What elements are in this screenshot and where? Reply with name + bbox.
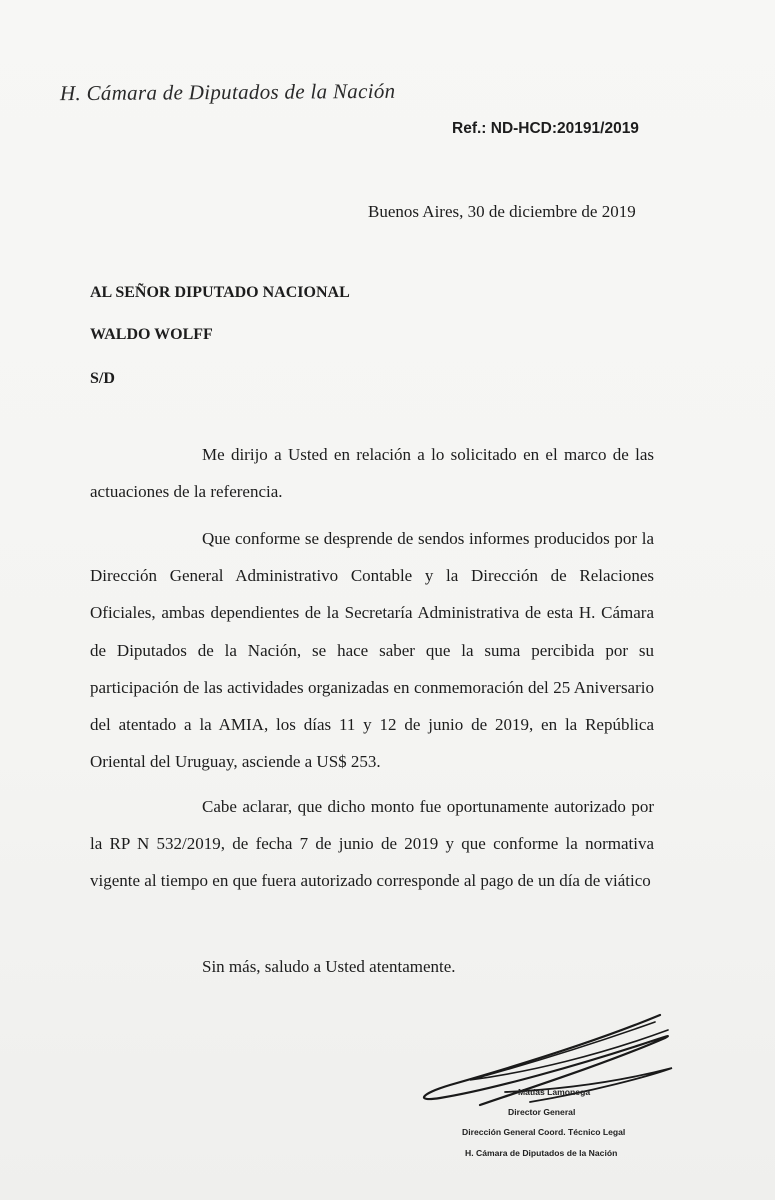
paragraph-intro-text: Me dirijo a Usted en relación a lo solicitado en el marco de las actuaciones de la referencia. (90, 445, 654, 502)
signatory-department: Dirección General Coord. Técnico Legal (462, 1127, 626, 1137)
addressee-name: WALDO WOLFF (90, 326, 213, 343)
paragraph-clarification (90, 788, 654, 900)
signatory-title: Director General (508, 1107, 576, 1117)
date-line: Buenos Aires, 30 de diciembre de 2019 (368, 202, 636, 221)
paragraph-clarification-text: Cabe aclarar, que dicho monto fue oportunamente autorizado por la RP N 532/2019, de fecha 7 de junio de 2019 y que conforme la normativa vigente al tiempo en que fuera autorizado corresponde al pago de un día de viático (90, 797, 654, 891)
addressee-sd: S/D (90, 370, 115, 387)
signatory-chamber: H. Cámara de Diputados de la Nación (465, 1148, 618, 1158)
addressee-title: AL SEÑOR DIPUTADO NACIONAL (90, 284, 350, 301)
signature-block (410, 1010, 690, 1170)
closing-line: Sin más, saludo a Usted atentamente. (202, 957, 456, 976)
reference-number: Ref.: ND-HCD:20191/2019 (452, 120, 639, 137)
paragraph-intro (90, 436, 654, 510)
paragraph-details-text: Que conforme se desprende de sendos informes producidos por la Dirección General Administrativo Contable y la Dirección de Relaciones Oficiales, ambas dependientes de la Secretaría Administrativa de esta H. Cámara de Diputados de la Nación, se hace saber que la suma percibida por su participación de las actividades organizadas en conmemoración del 25 Aniversario del atentado a la AMIA, los días 11 y 12 de junio de 2019, en la República Oriental del Uruguay, asciende a US$ 253. (90, 529, 654, 772)
signatory-name: Matías Lamonega (518, 1087, 591, 1097)
letterhead: H. Cámara de Diputados de la Nación (59, 78, 396, 106)
paragraph-details (90, 520, 654, 780)
